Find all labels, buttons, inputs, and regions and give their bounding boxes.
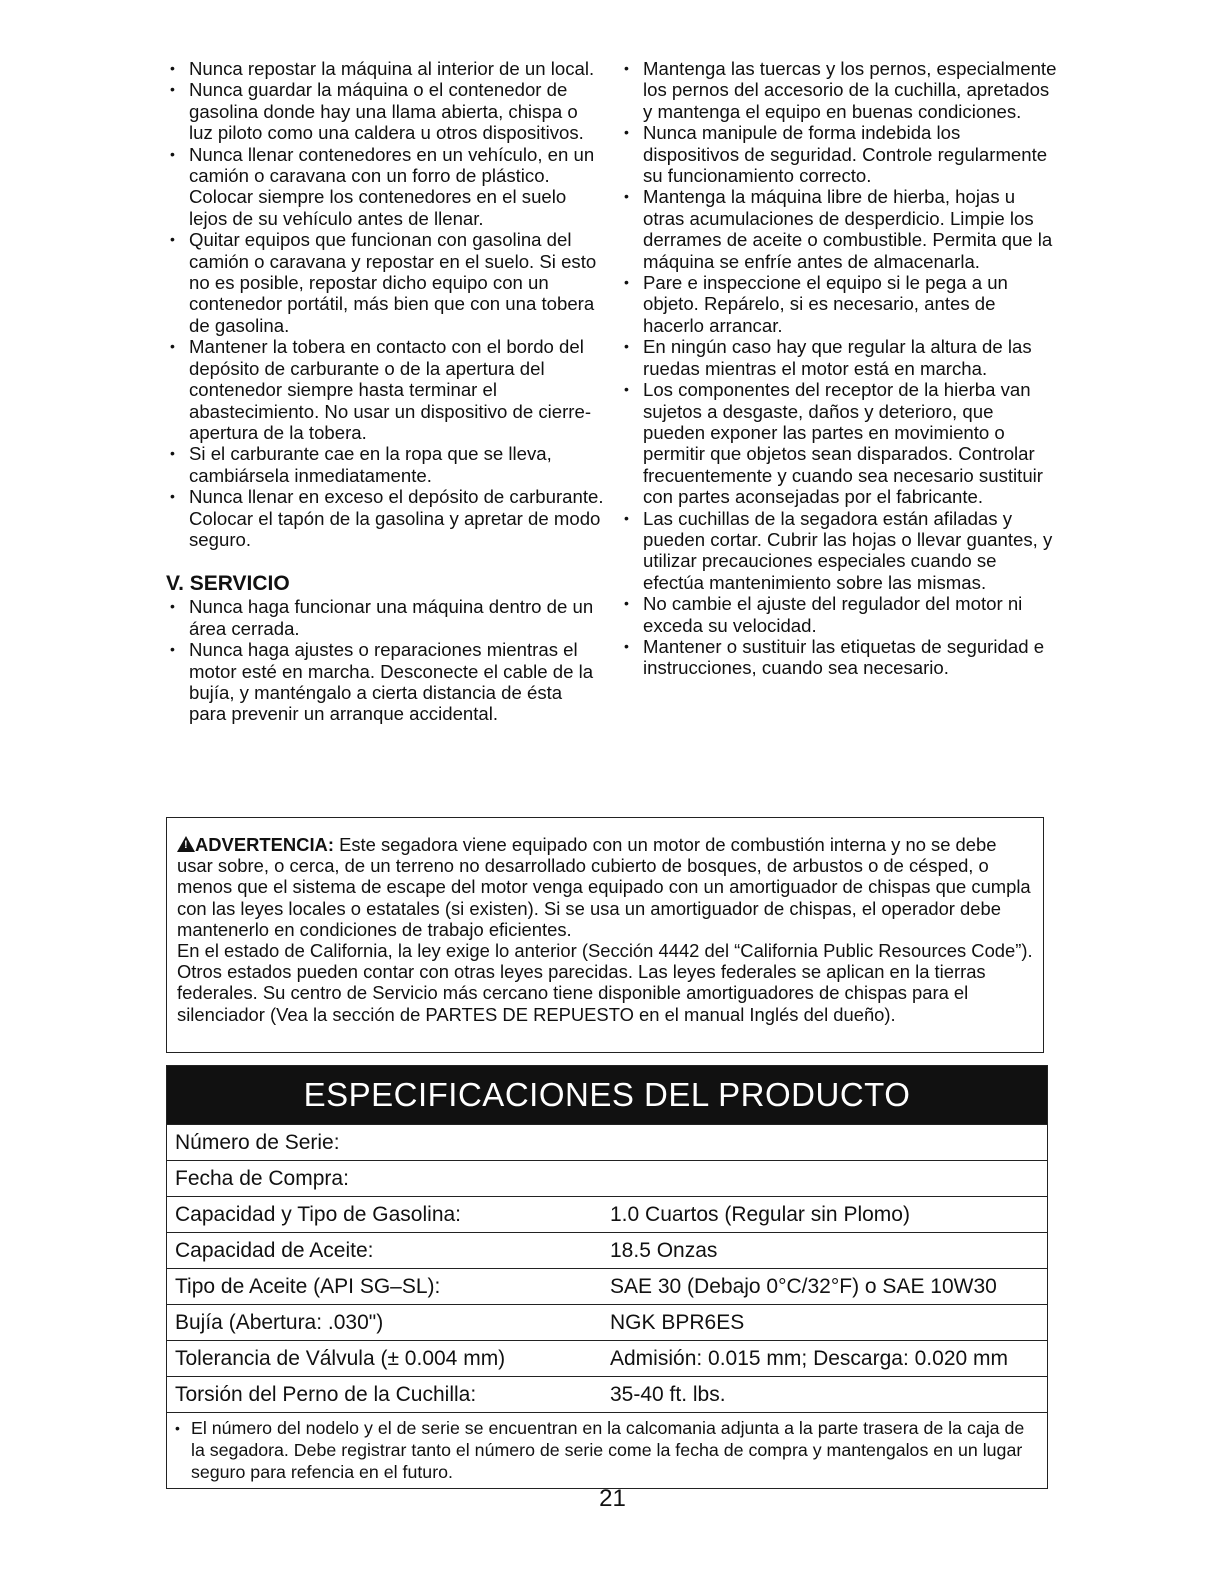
- spec-label: Fecha de Compra:: [175, 1167, 349, 1190]
- maintenance-safety-list: [620, 58, 1060, 679]
- spec-label: Capacidad de Aceite:: [175, 1239, 374, 1262]
- left-column: [166, 58, 604, 725]
- spec-value: 35-40 ft. lbs.: [610, 1383, 726, 1406]
- right-column: [620, 58, 1060, 679]
- list-item: • El número del nodelo y el de serie se encuentran en la calcomania adjunta a la parte trasera de la caja de la segadora. Debe registrar tanto el número de serie come la fecha de compra y mantengalos en un lugar seguro para refencia en el futuro.: [175, 1417, 1033, 1483]
- warning-text: Este segadora viene equipado con un motor de combustión interna y no se debe usar sobre, o cerca, de un terreno no desarrollado cubierto de bosques, de arbustos o de césped, o menos que el sistema de escape del motor venga equipado con un amortiguador de chispas que cumpla con las leyes locales o estatales (si existen). Si se usa un amortiguador de chispas, el operador debe mantenerlo en condiciones de trabajo eficientes.: [177, 834, 1031, 940]
- list-item: • Si el carburante cae en la ropa que se lleva, cambiársela inmediatamente.: [166, 443, 604, 486]
- list-item: • En ningún caso hay que regular la altura de las ruedas mientras el motor está en marcha.: [620, 336, 1060, 379]
- list-item: • No cambie el ajuste del regulador del motor ni exceda su velocidad.: [620, 593, 1060, 636]
- list-item: • Nunca repostar la máquina al interior de un local.: [166, 58, 604, 79]
- table-row: [167, 1376, 1047, 1412]
- warning-paragraph: [177, 834, 1033, 940]
- list-item: • Mantener o sustituir las etiquetas de seguridad e instrucciones, cuando sea necesario.: [620, 636, 1060, 679]
- table-row: [167, 1124, 1047, 1160]
- list-item: • Mantenga la máquina libre de hierba, hojas u otras acumulaciones de desperdicio. Limpie los derrames de aceite o combustible. Permita que la máquina se enfríe antes de almacenarla.: [620, 186, 1060, 272]
- spec-value: SAE 30 (Debajo 0°C/32°F) o SAE 10W30: [610, 1275, 997, 1298]
- spec-label: Tipo de Aceite (API SG–SL):: [175, 1275, 441, 1298]
- fueling-safety-list: [166, 58, 604, 550]
- table-row: [167, 1160, 1047, 1196]
- list-item: • Los componentes del receptor de la hierba van sujetos a desgaste, daños y deterioro, que pueden exponer las partes en movimiento o permitir que objetos sean disparados. Controlar frecuentemente y cuando sea necesario sustituir con partes aconsejadas por el fabricante.: [620, 379, 1060, 507]
- product-specifications-table: [166, 1065, 1048, 1489]
- warning-label: ADVERTENCIA:: [195, 834, 334, 855]
- spec-value: Admisión: 0.015 mm; Descarga: 0.020 mm: [610, 1347, 1008, 1370]
- list-item: • Las cuchillas de la segadora están afiladas y pueden cortar. Cubrir las hojas o llevar guantes, y utilizar precauciones especiales cuando se efectúa mantenimiento sobre las mismas.: [620, 508, 1060, 594]
- table-row: [167, 1196, 1047, 1232]
- warning-box: [166, 817, 1044, 1053]
- specifications-note: [167, 1412, 1047, 1488]
- table-row: [167, 1304, 1047, 1340]
- list-item: • Pare e inspeccione el equipo si le pega a un objeto. Repárelo, si es necesario, antes de hacerlo arrancar.: [620, 272, 1060, 336]
- spec-value: 1.0 Cuartos (Regular sin Plomo): [610, 1203, 910, 1226]
- list-item: • Nunca llenar contenedores en un vehículo, en un camión o caravana con un forro de plástico. Colocar siempre los contenedores en el suelo lejos de su vehículo antes de llenar.: [166, 144, 604, 230]
- note-list: [175, 1417, 1033, 1483]
- table-row: [167, 1268, 1047, 1304]
- warning-triangle-icon: [177, 836, 195, 852]
- list-item: • Mantenga las tuercas y los pernos, especialmente los pernos del accesorio de la cuchilla, apretados y mantenga el equipo en buenas condiciones.: [620, 58, 1060, 122]
- spec-label: Capacidad y Tipo de Gasolina:: [175, 1203, 462, 1226]
- spec-label: Tolerancia de Válvula (± 0.004 mm): [175, 1347, 506, 1370]
- spec-label: Número de Serie:: [175, 1131, 340, 1154]
- warning-paragraph-2: En el estado de California, la ley exige lo anterior (Sección 4442 del “California Public Resources Code”). Otros estados pueden contar con otras leyes parecidas. Las leyes federales se aplican en la tierras federales. Su centro de Servicio más cercano tiene disponible amortiguadores de chispas para el silenciador (Vea la sección de PARTES DE REPUESTO en el manual Inglés del dueño).: [177, 940, 1033, 1025]
- table-row: [167, 1340, 1047, 1376]
- list-item: • Nunca haga funcionar una máquina dentro de un área cerrada.: [166, 596, 604, 639]
- section-heading-servicio: V. SERVICIO: [166, 572, 290, 596]
- page-number: 21: [599, 1485, 626, 1512]
- list-item: • Quitar equipos que funcionan con gasolina del camión o caravana y repostar en el suelo. Si esto no es posible, repostar dicho equipo con un contenedor portátil, más bien que con una tobera de gasolina.: [166, 229, 604, 336]
- spec-value: NGK BPR6ES: [610, 1311, 745, 1334]
- list-item: • Nunca manipule de forma indebida los dispositivos de seguridad. Controle regularmente su funcionamiento correcto.: [620, 122, 1060, 186]
- list-item: • Nunca guardar la máquina o el contenedor de gasolina donde hay una llama abierta, chispa o luz piloto como una caldera u otros dispositivos.: [166, 79, 604, 143]
- table-row: [167, 1232, 1047, 1268]
- spec-value: 18.5 Onzas: [610, 1239, 718, 1262]
- list-item: • Nunca llenar en exceso el depósito de carburante. Colocar el tapón de la gasolina y apretar de modo seguro.: [166, 486, 604, 550]
- specifications-title: ESPECIFICACIONES DEL PRODUCTO: [167, 1066, 1047, 1124]
- list-item: • Mantener la tobera en contacto con el bordo del depósito de carburante o de la apertura del contenedor siempre hasta terminar el abastecimiento. No usar un dispositivo de cierre-apertura de la tobera.: [166, 336, 604, 443]
- spec-label: Torsión del Perno de la Cuchilla:: [175, 1383, 477, 1406]
- list-item: • Nunca haga ajustes o reparaciones mientras el motor esté en marcha. Desconecte el cable de la bujía, y manténgalo a cierta distancia de ésta para prevenir un arranque accidental.: [166, 639, 604, 725]
- spec-label: Bujía (Abertura: .030"): [175, 1311, 384, 1334]
- service-list: [166, 596, 604, 724]
